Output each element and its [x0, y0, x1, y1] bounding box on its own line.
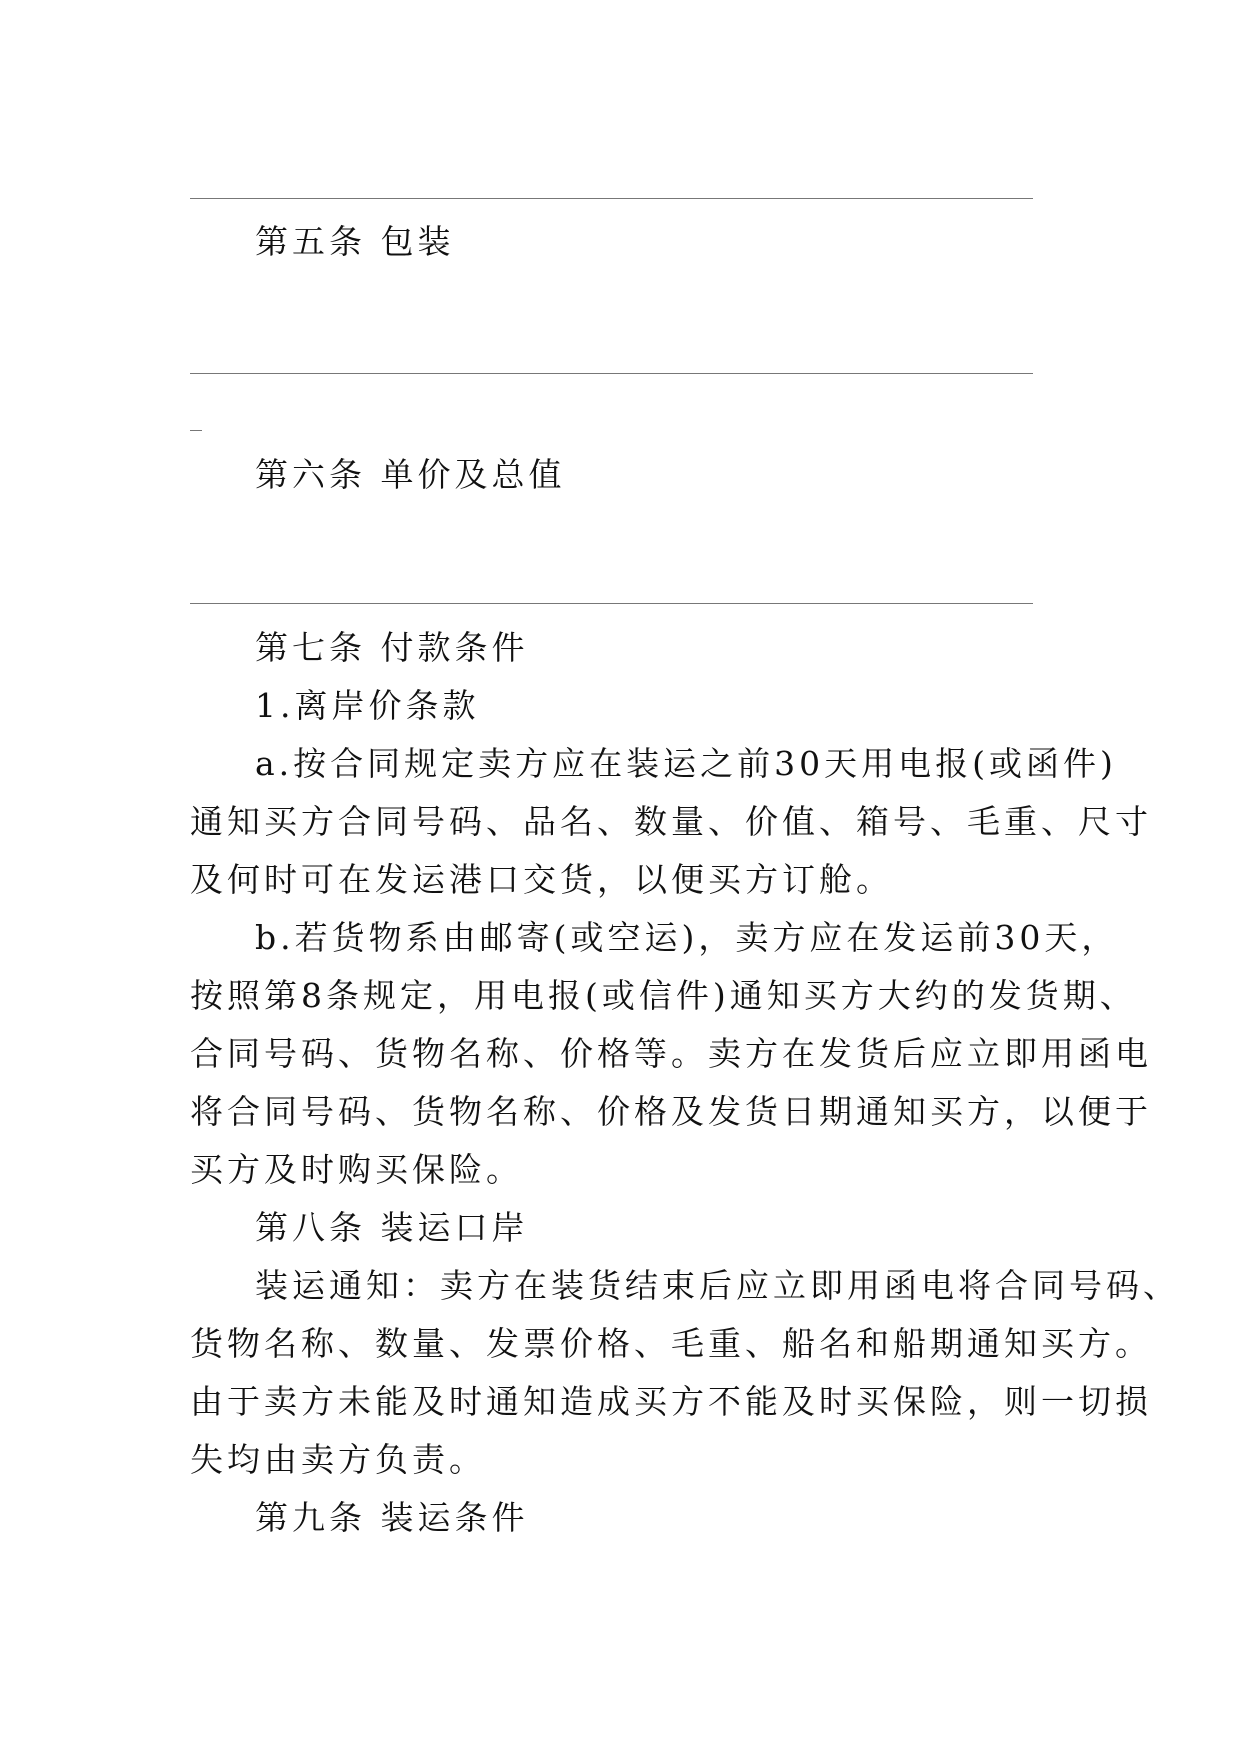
article-8-para-line: 装运通知：卖方在装货结束后应立即用函电将合同号码、: [255, 1266, 1180, 1305]
article-7-para-b-line: 将合同号码、货物名称、价格及发货日期通知买方，以便于: [190, 1092, 1152, 1131]
blank-fill-line-continuation: [190, 430, 202, 431]
blank-fill-line: [190, 603, 1033, 604]
article-6-heading: 第六条 单价及总值: [255, 455, 566, 494]
article-7-para-a-line: 及何时可在发运港口交货，以便买方订舱。: [190, 860, 893, 899]
article-8-para-line: 由于卖方未能及时通知造成买方不能及时买保险，则一切损: [190, 1382, 1152, 1421]
article-9-heading: 第九条 装运条件: [255, 1498, 529, 1537]
article-5-heading: 第五条 包装: [255, 222, 455, 261]
article-7-para-a-line: a.按合同规定卖方应在装运之前30天用电报(或函件): [255, 744, 1117, 783]
blank-fill-line: [190, 198, 1033, 199]
article-7-para-b-line: 合同号码、货物名称、价格等。卖方在发货后应立即用函电: [190, 1034, 1152, 1073]
article-8-para-line: 失均由卖方负责。: [190, 1440, 486, 1479]
article-8-heading: 第八条 装运口岸: [255, 1208, 529, 1247]
article-7-para-b-line: 买方及时购买保险。: [190, 1150, 523, 1189]
article-7-para-b-line: b.若货物系由邮寄(或空运)，卖方应在发运前30天，: [255, 918, 1119, 957]
article-7-heading: 第七条 付款条件: [255, 628, 529, 667]
article-7-para-b-line: 按照第8条规定，用电报(或信件)通知买方大约的发货期、: [190, 976, 1137, 1015]
article-7-para-a-line: 通知买方合同号码、品名、数量、价值、箱号、毛重、尺寸: [190, 802, 1152, 841]
article-8-para-line: 货物名称、数量、发票价格、毛重、船名和船期通知买方。: [190, 1324, 1152, 1363]
article-7-item-1: 1.离岸价条款: [255, 686, 480, 725]
blank-fill-line: [190, 373, 1033, 374]
